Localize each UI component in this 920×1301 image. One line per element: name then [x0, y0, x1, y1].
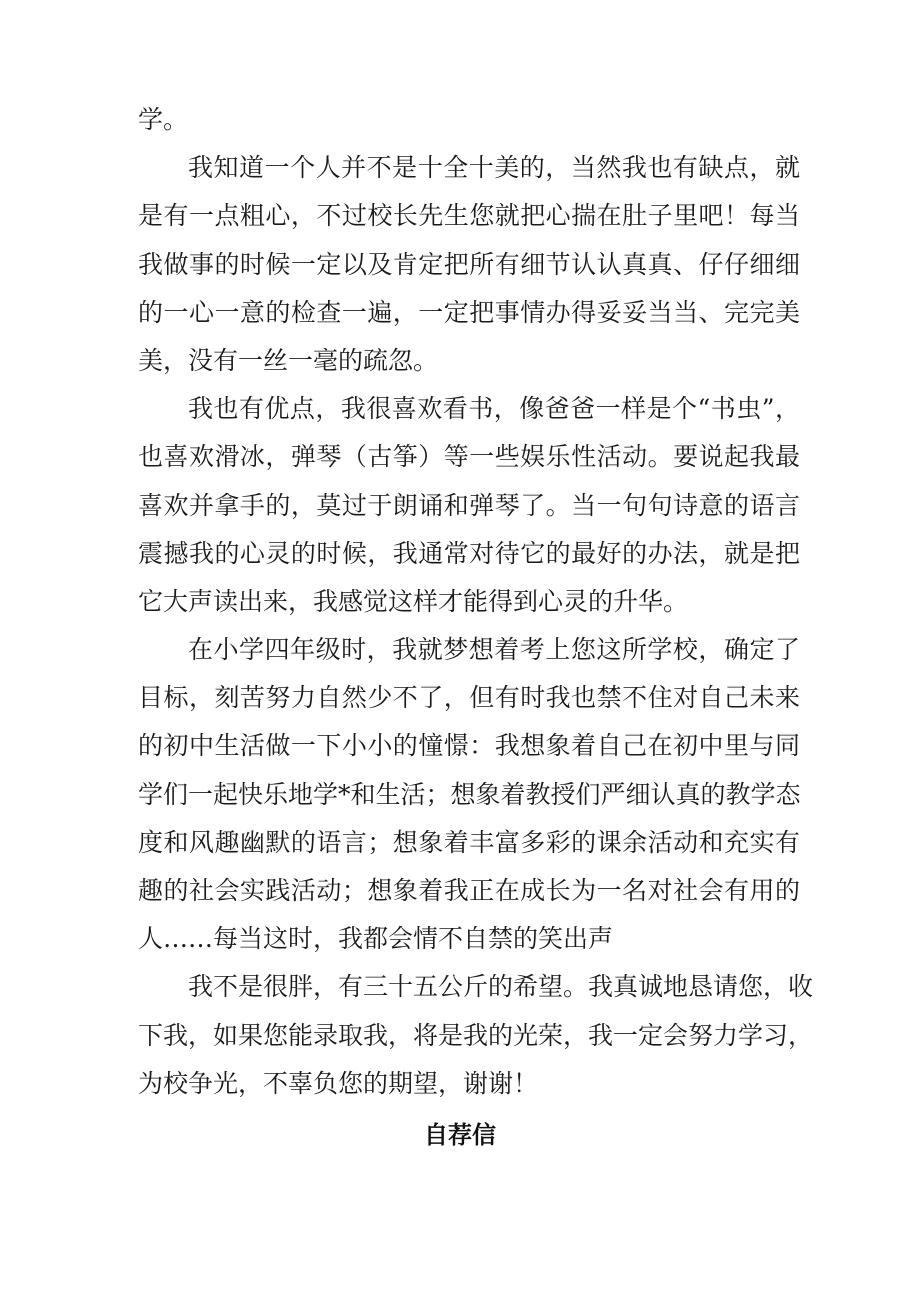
text-line: 在小学四年级时，我就梦想着考上您这所学校，确定了 [188, 635, 800, 665]
text-line: 为校争光，不辜负您的期望，谢谢！ [138, 1068, 539, 1098]
text-line: 我也有优点，我很喜欢看书，像爸爸一样是个“书虫”， [188, 394, 800, 424]
text-line: 人……每当这时，我都会情不自禁的笑出声 [138, 924, 614, 954]
letter-body [138, 96, 814, 1108]
text-line: 也喜欢滑冰，弹琴（古筝）等一些娱乐性活动。要说起我最 [138, 442, 800, 472]
text-line: 它大声读出来，我感觉这样才能得到心灵的升华。 [138, 586, 689, 616]
text-line: 美，没有一丝一毫的疏忽。 [138, 345, 439, 375]
text-line: 震撼我的心灵的时候，我通常对待它的最好的办法，就是把 [138, 538, 800, 568]
text-line: 学们一起快乐地学*和生活；想象着教授们严细认真的教学态 [138, 779, 801, 809]
text-line: 是有一点粗心，不过校长先生您就把心揣在肚子里吧！每当 [138, 201, 800, 231]
section-heading: 自荐信 [424, 1121, 496, 1149]
text-line: 趣的社会实践活动；想象着我正在成长为一名对社会有用的 [138, 876, 800, 905]
text-line: 度和风趣幽默的语言；想象着丰富多彩的课余活动和充实有 [138, 827, 800, 857]
text-line: 的一心一意的检查一遍，一定把事情办得妥妥当当、完完美 [138, 297, 800, 327]
text-line: 我做事的时候一定以及肯定把所有细节认认真真、仔仔细细 [138, 249, 800, 279]
text-line: 学。 [138, 105, 189, 134]
text-line: 的初中生活做一下小小的憧憬：我想象着自己在初中里与同 [138, 731, 800, 761]
text-line: 我知道一个人并不是十全十美的，当然我也有缺点，就 [188, 153, 800, 183]
text-line: 我不是很胖，有三十五公斤的希望。我真诚地恳请您，收 [188, 972, 814, 1002]
text-line: 下我，如果您能录取我，将是我的光荣，我一定会努力学习， [138, 1020, 814, 1050]
text-line: 喜欢并拿手的，莫过于朗诵和弹琴了。当一句句诗意的语言 [138, 490, 800, 520]
text-line: 目标，刻苦努力自然少不了，但有时我也禁不住对自己未来 [138, 683, 800, 713]
